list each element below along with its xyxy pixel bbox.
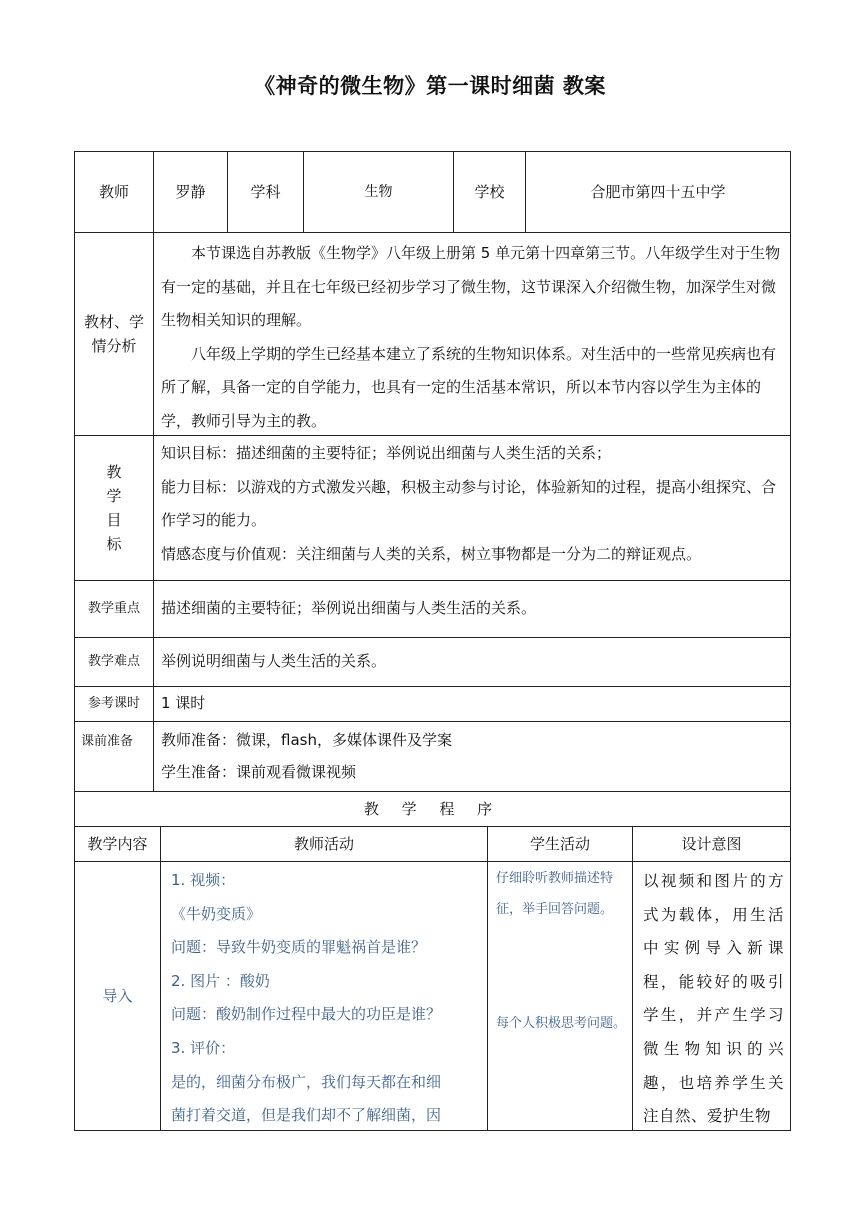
teacher-line: 3. 评价： [171, 1038, 236, 1057]
student-activity-cell [487, 861, 633, 1131]
teacher-line: 问题：导致牛奶变质的罪魁祸首是谁？ [171, 938, 427, 957]
analysis-label-cell [74, 232, 154, 436]
subject-value: 生物 [364, 184, 393, 200]
school-value: 合肥市第四十五中学 [590, 183, 726, 201]
section-intro-label: 导入 [102, 987, 133, 1005]
header-content-cell [74, 826, 161, 862]
student-prep: 学生准备：课前观看微课视频 [161, 763, 357, 781]
prep-label: 课前准备 [81, 734, 134, 749]
teacher-label-cell [74, 151, 154, 233]
analysis-label: 教材、学情分析 [83, 313, 144, 355]
analysis-content-cell [153, 232, 791, 436]
teacher-line: 《牛奶变质》 [171, 904, 262, 923]
teacher-activity-cell [160, 861, 488, 1131]
hours-cell [153, 686, 791, 722]
key-point-cell [153, 580, 791, 638]
student-activity-b: 每个人积极思考问题。 [496, 1016, 627, 1032]
analysis-paragraph-1: 本节课选自苏教版《生物学》八年级上册第 5 单元第十四章第三节。八年级学生对于生物有一定的基础，并且在七年级已经初步学习了微生物，这节课深入介绍微生物，加深学生对微生物相关知识的理解。 [161, 244, 781, 330]
difficulty-cell [153, 637, 791, 687]
school-value-cell [525, 151, 791, 233]
header-content: 教学内容 [87, 835, 148, 853]
procedure-heading: 教 学 程 序 [363, 800, 502, 818]
teacher-line: 是的，细菌分布极广，我们每天都在和细 [171, 1072, 442, 1091]
subject-label: 学科 [250, 183, 281, 201]
design-intent-cell [632, 861, 791, 1131]
teacher-line: 2. 图片 ：酸奶 [171, 971, 270, 990]
page-title: 《神奇的微生物》第一课时细菌 教案 [254, 74, 606, 98]
prep-label-cell [74, 721, 154, 792]
header-student: 学生活动 [529, 835, 590, 853]
key-point-label-cell [74, 580, 154, 638]
header-design-cell [632, 826, 791, 862]
student-activity-a: 仔细聆听教师描述特征，举手回答问题。 [496, 871, 614, 917]
header-student-cell [487, 826, 633, 862]
hours-label-cell [74, 686, 154, 722]
teacher-label: 教师 [98, 183, 129, 201]
teacher-line: 问题：酸奶制作过程中最大的功臣是谁？ [171, 1005, 442, 1024]
teacher-name: 罗静 [175, 183, 206, 201]
goals-content-cell [153, 435, 791, 581]
emotion-goal: 情感态度与价值观：关注细菌与人类的关系，树立事物都是一分为二的辩证观点。 [161, 544, 702, 563]
design-intent-text: 以视频和图片的方式为载体，用生活中实例导入新课程，能较好的吸引学生，并产生学习微生物知识的兴趣，也培养学生关注自然、爱护生物 [643, 872, 784, 1126]
section-intro-cell [74, 861, 161, 1131]
teacher-line: 1. 视频： [171, 871, 236, 889]
school-label-cell [453, 151, 526, 233]
school-label: 学校 [474, 183, 505, 201]
key-point-label: 教学重点 [87, 601, 140, 616]
prep-content-cell [153, 721, 791, 792]
teacher-prep: 教师准备：微课，flash，多媒体课件及学案 [161, 731, 452, 749]
difficulty-label: 教学难点 [87, 654, 140, 669]
hours-label: 参考课时 [87, 696, 140, 711]
teacher-line: 菌打着交道，但是我们却不了解细菌，因 [171, 1106, 442, 1125]
goals-label-cell [74, 435, 154, 581]
goals-label: 教学目标 [106, 463, 122, 553]
subject-value-cell [303, 151, 454, 233]
difficulty-text: 举例说明细菌与人类生活的关系。 [161, 652, 387, 670]
header-design: 设计意图 [681, 835, 742, 853]
knowledge-goal: 知识目标：描述细菌的主要特征；举例说出细菌与人类生活的关系； [161, 444, 612, 462]
subject-label-cell [227, 151, 304, 233]
ability-goal: 能力目标：以游戏的方式激发兴趣，积极主动参与讨论，体验新知的过程，提高小组探究、合作学习的能力。 [161, 477, 777, 530]
procedure-heading-cell [74, 791, 791, 827]
difficulty-label-cell [74, 637, 154, 687]
header-teacher: 教师活动 [293, 835, 354, 853]
key-point-text: 描述细菌的主要特征；举例说出细菌与人类生活的关系。 [161, 599, 537, 617]
hours-text: 1 课时 [161, 694, 206, 712]
analysis-paragraph-2: 八年级上学期的学生已经基本建立了系统的生物知识体系。对生活中的一些常见疾病也有所了解，具备一定的自学能力，也具有一定的生活基本常识，所以本节内容以学生为主体的学，教师引导为主的教。 [161, 344, 777, 430]
header-teacher-cell [160, 826, 488, 862]
teacher-name-cell [153, 151, 228, 233]
